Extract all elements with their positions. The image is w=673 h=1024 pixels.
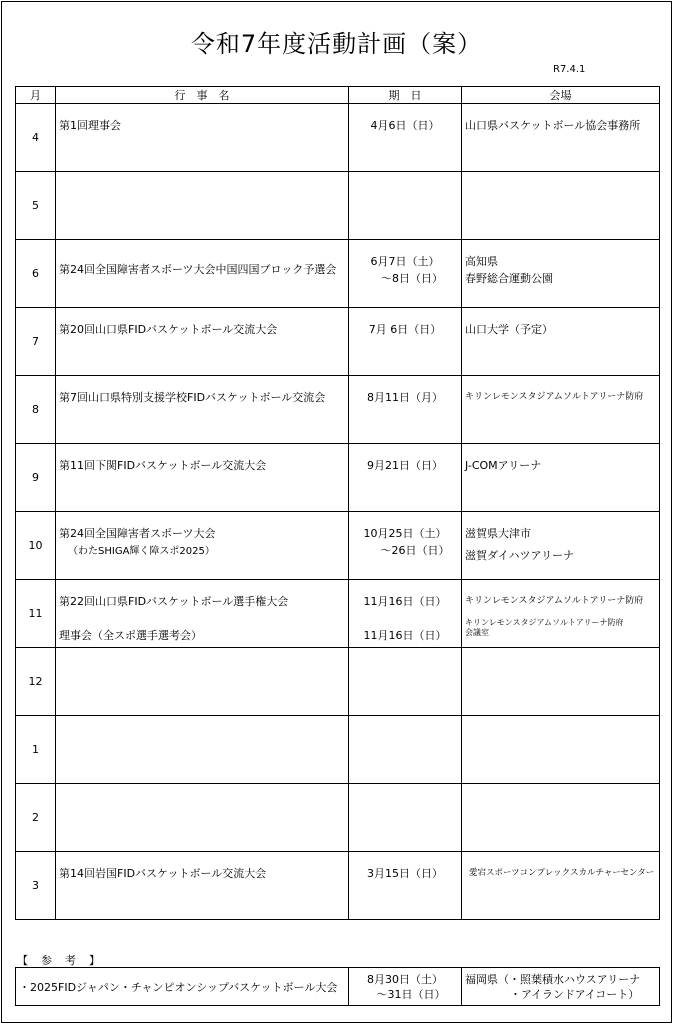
table-row [16,852,660,920]
month-cell: 6 [16,240,56,308]
event-name: 第24回全国障害者スポーツ大会 [59,527,216,540]
event-date: 4月6日（日） [370,119,440,132]
event-subtitle: （わたSHIGA輝く障スポ2025） [68,546,215,557]
month-cell: 11 [16,580,56,648]
header-venue: 会場 [462,87,660,104]
event-name-secondary: 理事会（全スポ選手選考会） [59,629,202,642]
event-name: 第14回岩国FIDバスケットボール交流大会 [59,867,267,880]
event-date: 7月 6日（日） [368,323,442,336]
event-venue-detail: 滋賀ダイハツアリーナ [465,549,575,562]
reference-row [16,968,660,1006]
month-cell: 8 [16,376,56,444]
table-row [16,376,660,444]
event-date: 6月7日（土） [370,255,440,268]
event-venue: 山口大学（予定） [465,323,553,336]
header-month: 月 [16,87,56,104]
event-date: 9月21日（日） [367,459,443,472]
event-venue: 高知県 [465,255,498,268]
event-date-end: ～26日（日） [380,544,450,557]
event-name: 第24回全国障害者スポーツ大会中国四国ブロック予選会 [59,263,337,276]
month-cell: 9 [16,444,56,512]
reference-table [15,967,660,1006]
event-name: 第20回山口県FIDバスケットボール交流大会 [59,323,278,336]
event-date: 10月25日（土） [363,527,447,540]
table-row [16,648,660,716]
month-cell: 4 [16,104,56,172]
reference-date: 8月30日（土） [367,972,443,986]
table-row [16,444,660,512]
table-row [16,104,660,172]
month-cell: 10 [16,512,56,580]
month-cell: 5 [16,172,56,240]
table-row [16,716,660,784]
event-date: 8月11日（月） [367,391,443,404]
reference-event: ・2025FIDジャパン・チャンピオンシップバスケットボール大会 [16,968,349,1006]
table-row [16,172,660,240]
header-date: 期 日 [349,87,462,104]
event-venue-detail: 春野総合運動公園 [465,272,553,285]
month-cell: 12 [16,648,56,716]
month-cell: 7 [16,308,56,376]
event-date: 3月15日（日） [367,867,443,880]
reference-venue: 福岡県（・照葉積水ハウスアリーナ [465,972,641,986]
event-name: 第1回理事会 [59,119,121,132]
event-venue-room: 会議室 [465,628,489,637]
event-venue: キリンレモンスタジアムソルトアリーナ防府 [465,596,644,606]
event-venue: キリンレモンスタジアムソルトアリーナ防府 [465,392,644,402]
table-row [16,580,660,648]
table-row [16,512,660,580]
document-date: R7.4.1 [553,64,586,75]
month-cell: 3 [16,852,56,920]
reference-venue-detail: ・アイランドアイコート） [510,987,640,1001]
event-date-secondary: 11月16日（日） [363,629,447,642]
page-title: 令和7年度活動計画（案） [190,30,483,58]
event-venue: 滋賀県大津市 [465,527,531,540]
month-cell: 1 [16,716,56,784]
table-row [16,784,660,852]
event-name: 第22回山口県FIDバスケットボール選手権大会 [59,595,289,608]
event-venue: J-COMアリーナ [465,459,542,472]
month-cell: 2 [16,784,56,852]
event-date: 11月16日（日） [363,595,447,608]
event-venue: 山口県バスケットボール協会事務所 [465,119,641,132]
event-venue: 愛宕スポーツコンプレックスカルチャーセンター [469,868,655,878]
table-row [16,240,660,308]
reference-label: 【 参 考 】 [17,954,101,967]
event-venue-secondary: キリンレモンスタジアムソルトアリーナ防府 [465,618,624,627]
activity-plan-table [15,86,660,920]
table-row [16,308,660,376]
event-name: 第7回山口県特別支援学校FIDバスケットボール交流会 [59,391,326,404]
header-event: 行 事 名 [56,87,349,104]
event-date-end: ～8日（日） [381,272,443,285]
event-name: 第11回下関FIDバスケットボール交流大会 [59,459,267,472]
reference-date-end: ～31日（日） [376,987,446,1001]
